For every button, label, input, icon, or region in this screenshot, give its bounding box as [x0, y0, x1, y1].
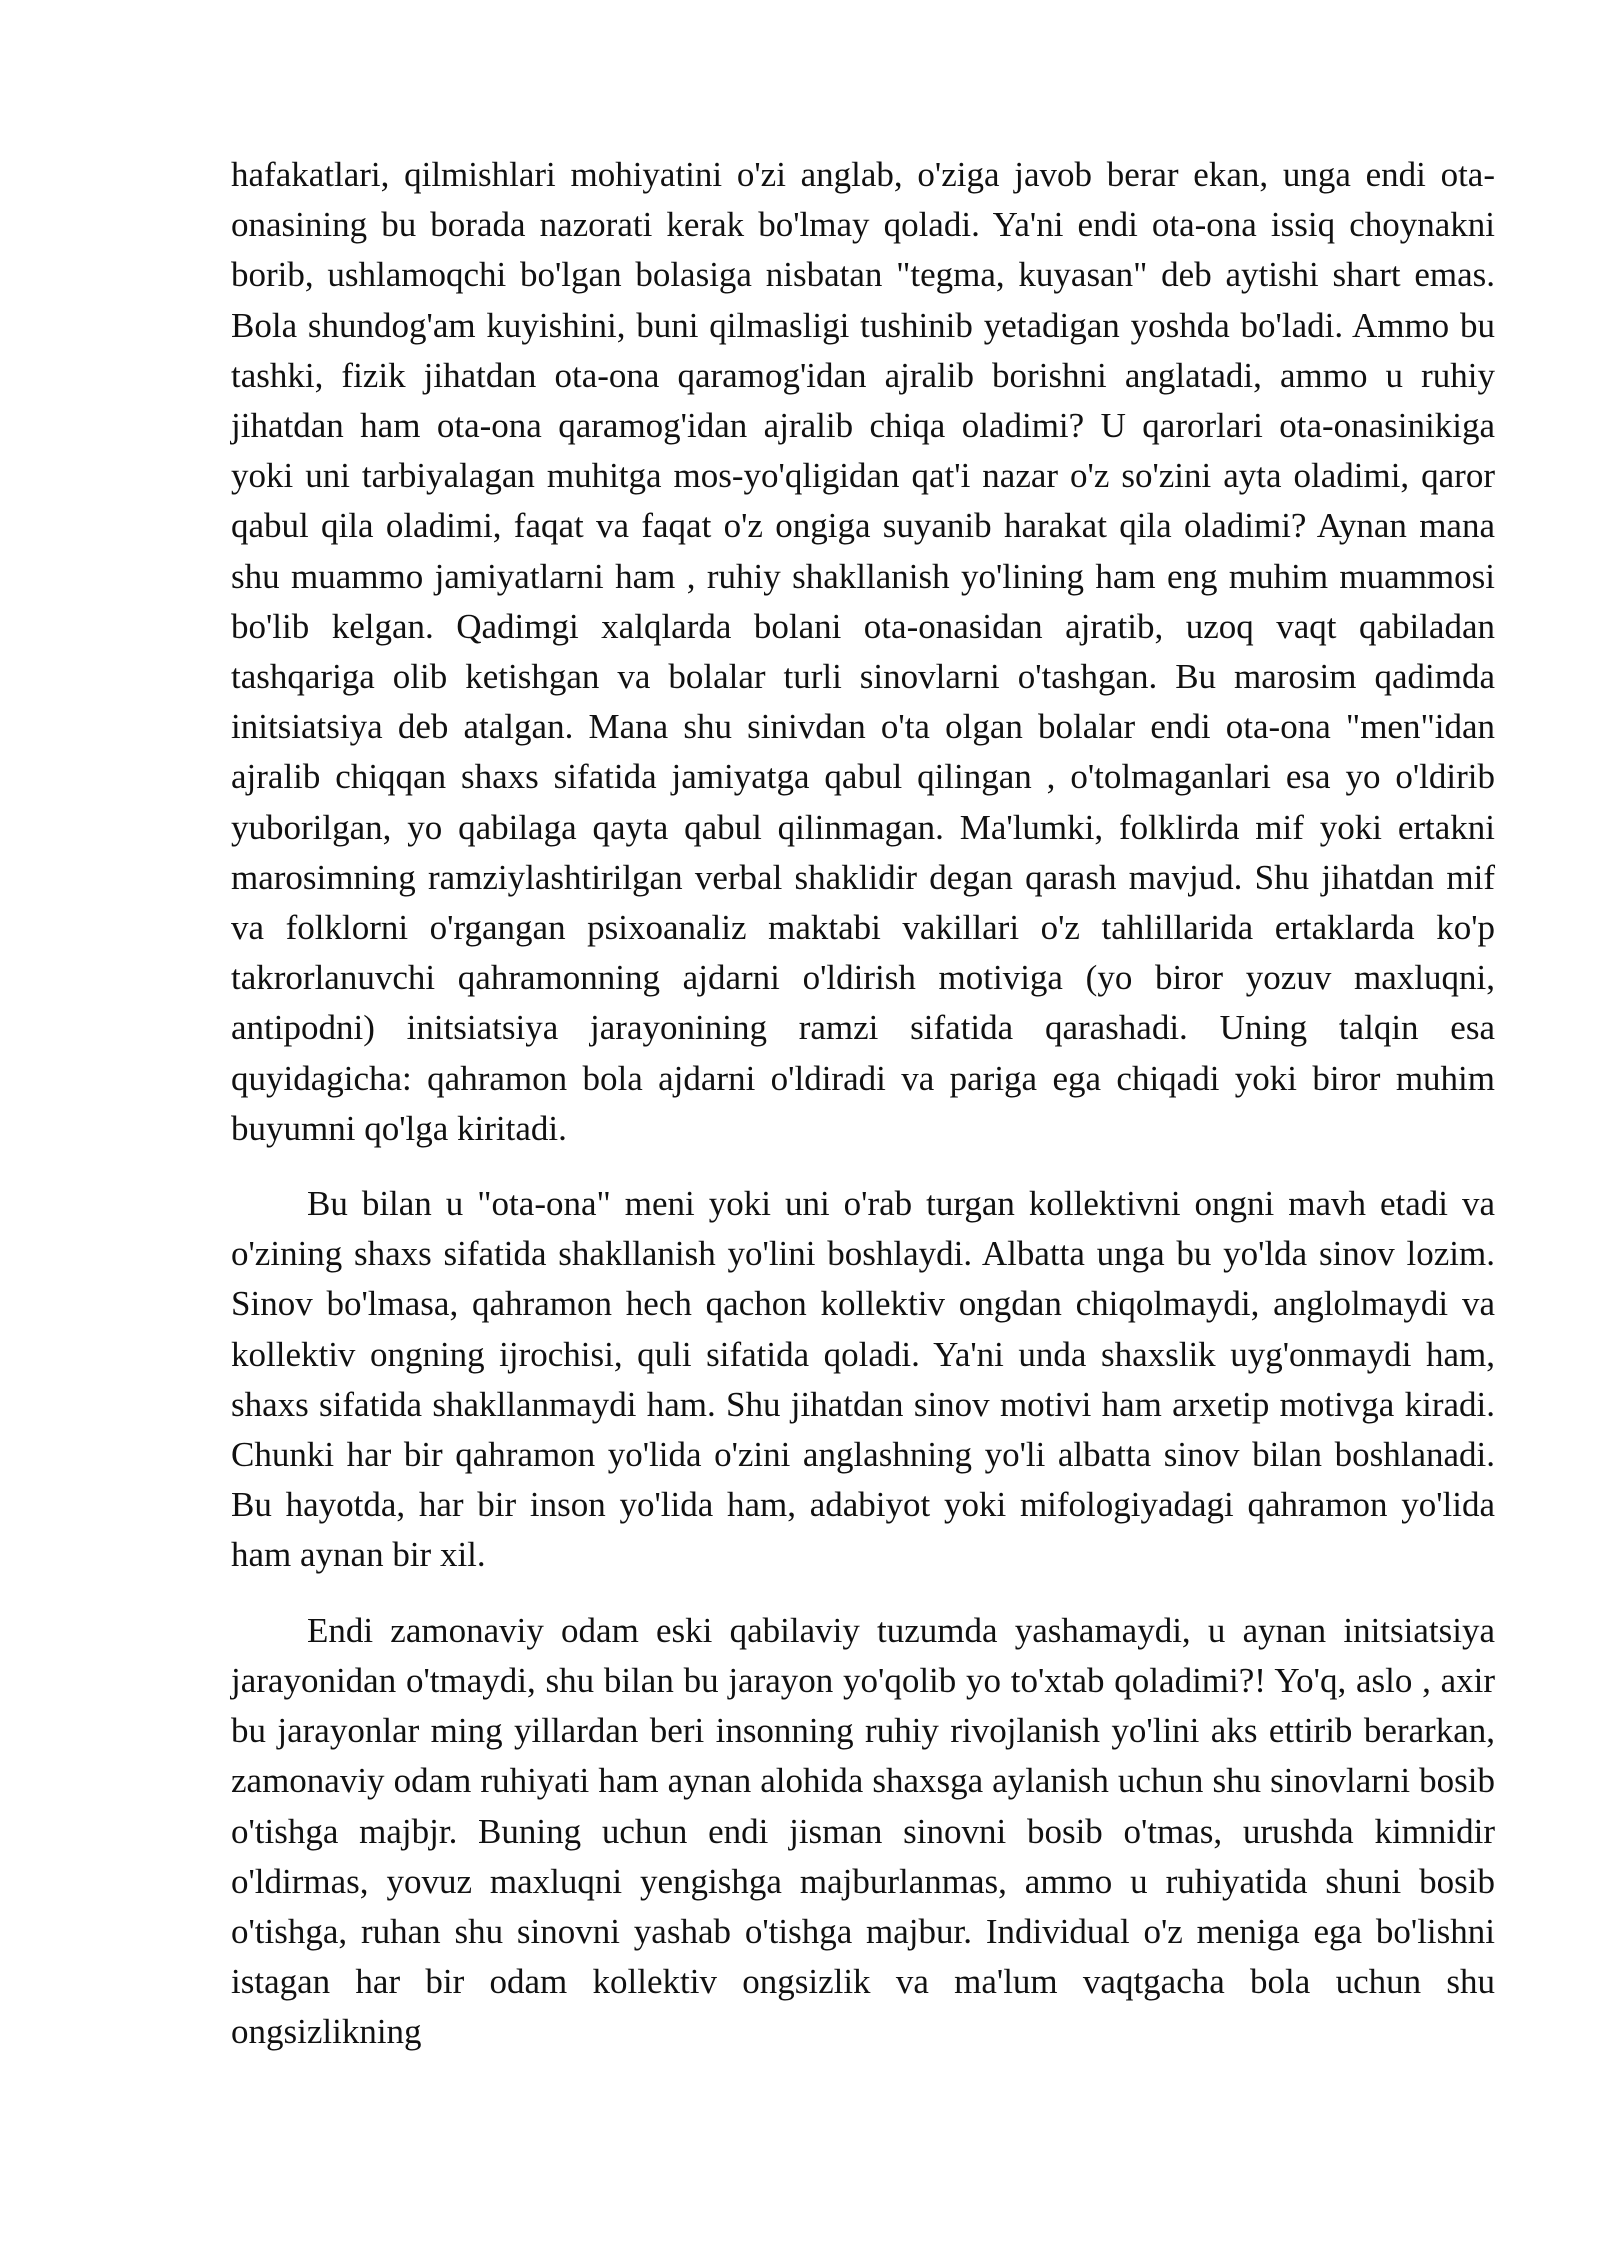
- paragraph-1: hafakatlari, qilmishlari mohiyatini o'zi anglab, o'ziga javob berar ekan, unga endi ota-onasining bu borada nazorati kerak bo'lmay qoladi. Ya'ni endi ota-ona issiq choynakni borib, ushlamoqchi bo'lgan bolasiga nisbatan "tegma, kuyasan" deb aytishi shart emas. Bola shundog'am kuyishini, buni qilmasligi tushinib yetadigan yoshda bo'ladi. Ammo bu tashki, fizik jihatdan ota-ona qaramog'idan ajralib borishni anglatadi, ammo u ruhiy jihatdan ham ota-ona qaramog'idan ajralib chiqa oladimi? U qarorlari ota-onasinikiga yoki uni tarbiyalagan muhitga mos-yo'qligidan qat'i nazar o'z so'zini ayta oladimi, qaror qabul qila oladimi, faqat va faqat o'z ongiga suyanib harakat qila oladimi? Aynan mana shu muammo jamiyatlarni ham , ruhiy shakllanish yo'lining ham eng muhim muammosi bo'lib kelgan. Qadimgi xalqlarda bolani ota-onasidan ajratib, uzoq vaqt qabiladan tashqariga olib ketishgan va bolalar turli sinovlarni o'tashgan. Bu marosim qadimda initsiatsiya deb atalgan. Mana shu sinivdan o'ta olgan bolalar endi ota-ona "men"idan ajralib chiqqan shaxs sifatida jamiyatga qabul qilingan , o'tolmaganlari esa yo o'ldirib yuborilgan, yo qabilaga qayta qabul qilinmagan. Ma'lumki, folklirda mif yoki ertakni marosimning ramziylashtirilgan verbal shaklidir degan qarash mavjud. Shu jihatdan mif va folklorni o'rgangan psixoanaliz maktabi vakillari o'z tahlillarida ertaklarda ko'p takrorlanuvchi qahramonning ajdarni o'ldirish motiviga (yo biror yozuv maxluqni, antipodni) initsiatsiya jarayonining ramzi sifatida qarashadi. Uning talqin esa quyidagicha: qahramon bola ajdarni o'ldiradi va pariga ega chiqadi yoki biror muhim buyumni qo'lga kiritadi.: [231, 155, 1495, 1148]
- paragraph-2: Bu bilan u "ota-ona" meni yoki uni o'rab turgan kollektivni ongni mavh etadi va o'zining shaxs sifatida shakllanish yo'lini boshlaydi. Albatta unga bu yo'lda sinov lozim. Sinov bo'lmasa, qahramon hech qachon kollektiv ongdan chiqolmaydi, anglolmaydi va kollektiv ongning ijrochisi, quli sifatida qoladi. Ya'ni unda shaxslik uyg'onmaydi ham, shaxs sifatida shakllanmaydi ham. Shu jihatdan sinov motivi ham arxetip motivga kiradi. Chunki har bir qahramon yo'lida o'zini anglashning yo'li albatta sinov bilan boshlanadi. Bu hayotda, har bir inson yo'lida ham, adabiyot yoki mifologiyadagi qahramon yo'lida ham aynan bir xil.: [231, 1184, 1495, 1575]
- paragraph-3: Endi zamonaviy odam eski qabilaviy tuzumda yashamaydi, u aynan initsiatsiya jarayonidan o'tmaydi, shu bilan bu jarayon yo'qolib yo to'xtab qoladimi?! Yo'q, aslo , axir bu jarayonlar ming yillardan beri insonning ruhiy rivojlanish yo'lini aks ettirib berarkan, zamonaviy odam ruhiyati ham aynan alohida shaxsga aylanish uchun shu sinovlarni bosib o'tishga majbjr. Buning uchun endi jisman sinovni bosib o'tmas, urushda kimnidir o'ldirmas, yovuz maxluqni yengishga majburlanmas, ammo u ruhiyatida shuni bosib o'tishga, ruhan shu sinovni yashab o'tishga majbur. Individual o'z meniga ega bo'lishni istagan har bir odam kollektiv ongsizlik va ma'lum vaqtgacha bola uchun shu ongsizlikning: [231, 1610, 1495, 2052]
- document-page: [231, 150, 1495, 2058]
